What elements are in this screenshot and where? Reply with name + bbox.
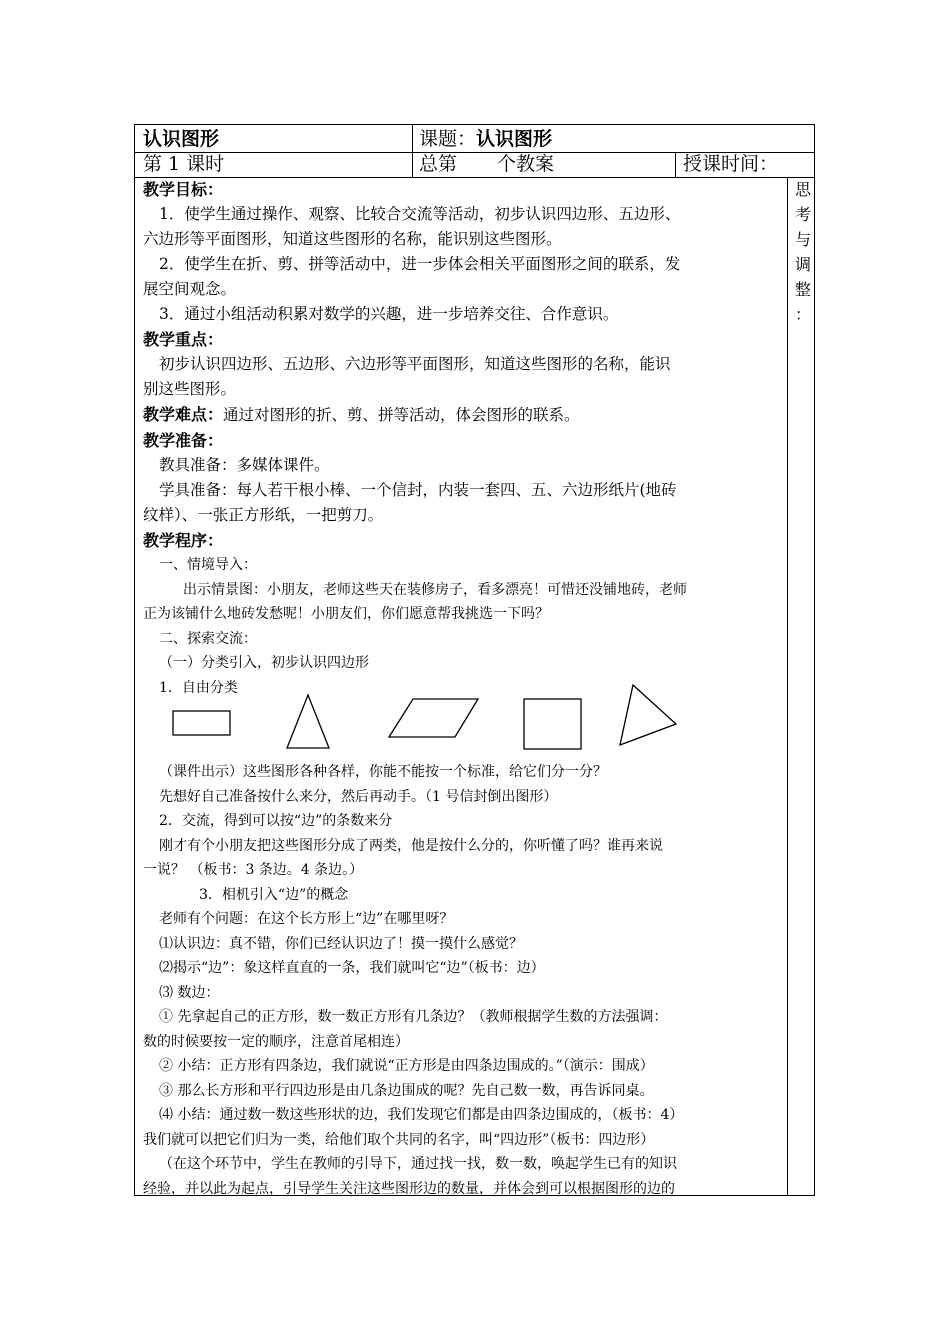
text-line: （课件出示）这些图形各种各样，你能不能按一个标准，给它们分一分？: [159, 764, 607, 780]
total-label-a: 总第: [419, 153, 458, 175]
section-2-sub: （一）分类引入，初步认识四边形: [159, 655, 369, 671]
column-divider: [412, 125, 413, 177]
text-line: 刚才有个小朋友把这些图形分成了两类，他是按什么分的，你听懂了吗？谁再来说: [159, 837, 663, 854]
section-1-line-b: 正为该铺什么地砖发愁呢！小朋友们，你们愿意帮我挑选一下吗？: [143, 606, 549, 622]
text-line: ② 小结：正方形有四条边，我们就说“正方形是由四条边围成的。”（演示：围成）: [159, 1058, 654, 1074]
text-line: 经验，并以此为起点，引导学生关注这些图形边的数量，并体会到可以根据图形的边的: [143, 1180, 675, 1197]
teach-time-label: 授课时间：: [683, 153, 779, 175]
text-line: ⑶ 数边：: [159, 984, 220, 1001]
section-1-line-a: 出示情景图：小朋友，老师这些天在装修房子，看多漂亮！可惜还没铺地砖，老师: [183, 581, 687, 598]
reflection-column: [791, 177, 815, 327]
goals-heading: 教学目标：: [143, 180, 224, 199]
lesson-number: 第 1 课时: [143, 153, 225, 175]
prep-2-cont: 纹样）、一张正方形纸，一把剪刀。: [143, 506, 384, 524]
text-line: 我们就可以把它们归为一类，给他们取个共同的名字，叫“四边形”（板书：四边形）: [143, 1131, 655, 1148]
key-heading: 教学重点：: [143, 330, 224, 349]
goal-3: 3．通过小组活动积累对数学的兴趣，进一步培养交往、合作意识。: [159, 305, 619, 323]
side-char: 思: [794, 180, 811, 199]
rectangle-shape: [173, 711, 230, 735]
column-divider: [787, 177, 788, 1195]
text-line: 一说？ （板书：3 条边。4 条边。）: [143, 862, 364, 878]
text-line: ③ 那么长方形和平行四边形是由几条边围成的呢？先自己数一数，再告诉同桌。: [159, 1082, 654, 1099]
prep-2: 学具准备：每人若干根小棒、一个信封，内装一套四、五、六边形纸片(地砖: [159, 481, 677, 499]
side-char: 与: [794, 230, 811, 249]
prep-1: 教具准备：多媒体课件。: [159, 456, 330, 474]
square-shape: [524, 699, 581, 749]
prep-heading: 教学准备：: [143, 431, 224, 450]
text-line: ① 先拿起自己的正方形，数一数正方形有几条边？（教师根据学生数的方法强调：: [159, 1009, 668, 1025]
text-line: 先想好自己准备按什么来分，然后再动手。（1 号信封倒出图形）: [159, 788, 558, 805]
text-line: 2．交流，得到可以按“边”的条数来分: [159, 813, 393, 829]
text-line: 3．相机引入“边”的概念: [199, 886, 349, 903]
topic-cell: [419, 127, 552, 151]
parallelogram-shape: [389, 699, 478, 737]
side-char: 调: [794, 255, 811, 274]
triangle-shape: [287, 695, 329, 748]
goal-1: 1．使学生通过操作、观察、比较合交流等活动，初步认识四边形、五边形、: [159, 205, 681, 223]
difficulty-heading: 教学难点：: [143, 405, 224, 424]
key-2: 别这些图形。: [143, 380, 237, 398]
side-char: 整: [794, 280, 811, 299]
goal-2: 2．使学生在折、剪、拼等活动中，进一步体会相关平面图形之间的联系，发: [159, 255, 681, 273]
text-line: （在这个环节中，学生在教师的引导下，通过找一找，数一数，唤起学生已有的知识: [159, 1156, 677, 1172]
side-char: 考: [794, 205, 811, 224]
section-1: 一、情境导入：: [159, 557, 257, 573]
column-divider: [675, 152, 676, 177]
section-2: 二、探索交流：: [159, 630, 257, 647]
goal-1-cont: 六边形等平面图形，知道这些图形的名称，能识别这些图形。: [143, 230, 562, 248]
key-1: 初步认识四边形、五边形、六边形等平面图形，知道这些图形的名称，能识: [159, 355, 671, 373]
lesson-plan-table: [134, 124, 815, 1196]
side-char: ：: [794, 305, 811, 324]
procedure-heading: 教学程序：: [143, 531, 224, 550]
difficulty-line: [143, 402, 783, 428]
difficulty-text: 通过对图形的折、剪、拼等活动，体会图形的联系。: [223, 406, 580, 424]
text-line: ⑷ 小结：通过数一数这些形状的边，我们发现它们都是由四条边围成的，（板书：4）: [159, 1107, 684, 1123]
text-line: ⑴认识边：真不错，你们已经认识边了！摸一摸什么感觉？: [159, 935, 523, 952]
text-line: 数的时候要按一定的顺序，注意首尾相连）: [143, 1033, 409, 1050]
shapes-figure: [163, 681, 683, 757]
lesson-title: 认识图形: [143, 128, 220, 150]
topic-label: 课题：: [419, 128, 477, 150]
section-2-step: 1．自由分类: [159, 679, 238, 696]
text-line: ⑵揭示“边”：象这样直直的一条，我们就叫它“边”（板书：边）: [159, 960, 545, 976]
text-line: 老师有个问题：在这个长方形上“边”在哪里呀？: [159, 911, 454, 927]
topic-value: 认识图形: [476, 128, 553, 150]
goal-2-cont: 展空间观念。: [143, 280, 237, 298]
triangle-shape: [620, 685, 676, 745]
total-label-b: 个教案: [497, 153, 555, 175]
